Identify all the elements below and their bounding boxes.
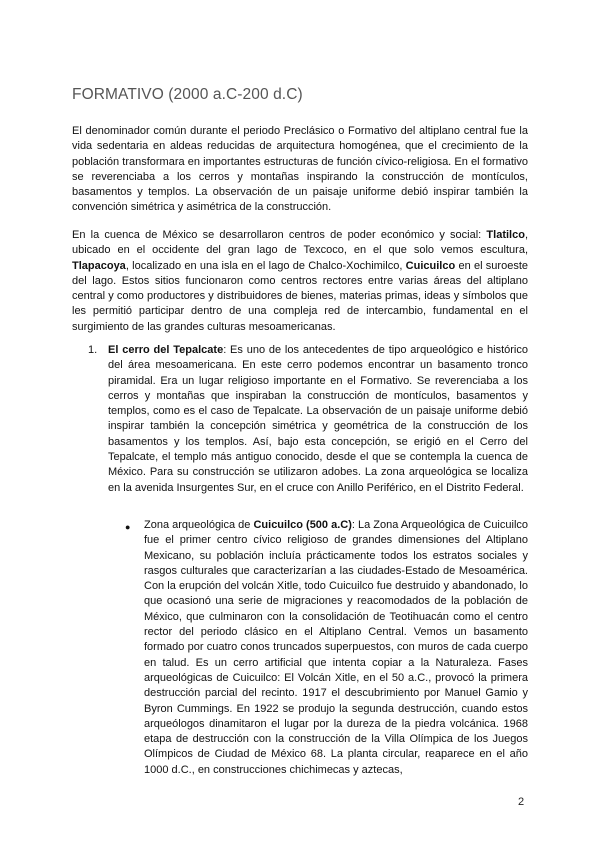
- bullet-icon: ●: [125, 522, 131, 532]
- paragraph-text: , localizado en una isla en el lago de Chalco-Xochimilco,: [125, 259, 406, 272]
- list-number: 1.: [88, 344, 98, 356]
- paragraph-text: , ubicado en el occidente del gran lago de Texcoco, en el que solo vemos escultura,: [72, 229, 528, 257]
- list-item-text: : Es uno de los antecedentes de tipo arqueológico e histórico del área mesoamericana. En este cerro podemos encontrar un basamento tronco piramidal. Era un lugar religioso importante en el Formativo. Se reverenciaba a los cerros y montañas que inspiraban la construcción de montículos, basamentos y templos, como es el caso de Tepalcate. La observación de un paisaje uniforme debió inspirar también la concepción simétrica y geométrica de la construcción de los basamentos y los templos. Así, bajo esta concepción, se erigió en el Cerro del Tepalcate, el templo más antiguo conocido, desde el que se contempla la cuenca de México. Para su construcción se utilizaron adobes. La zona arqueológica se localiza en la avenida Insurgentes Sur, en el cruce con Anillo Periférico, en el Distrito Federal.: [108, 344, 528, 494]
- bullet-item-lead: Zona arqueológica de: [144, 519, 254, 531]
- section-title: FORMATIVO (2000 a.C-200 d.C): [72, 86, 303, 103]
- site-name-tlapacoya: Tlapacoya: [72, 259, 126, 272]
- bullet-item-cuicuilco: [144, 518, 528, 778]
- paragraph-text: en el suroeste del lago. Estos sitios funcionaron como centros rectores entre varias áreas del altiplano central y como productores y distribuidores de bienes, materias primas, ideas y símbolos que les permitió participar dentro de una compleja red de intercambio, fundamental en el surgimiento de las grandes culturas mesoamericanas.: [72, 259, 528, 333]
- paragraph-text: En la cuenca de México se desarrollaron centros de poder económico y social:: [72, 229, 487, 241]
- site-name-tlatilco: Tlatilco: [486, 229, 525, 241]
- bullet-item-text: : La Zona Arqueológica de Cuicuilco fue el primer centro cívico religioso de grandes dimensiones del Altiplano Mexicano, su población incluía prácticamente todos los estratos sociales y rasgos culturales que caracterizarían a las ciudades-Estado de Mesoamérica. Con la erupción del volcán Xitle, todo Cuicuilco fue destruido y abandonado, lo que ocasionó una serie de migraciones y reacomodados de la población de México, que culminaron con la consolidación de Teotihuacán como el centro rector del periodo clásico en el Altiplano Central. Vemos un basamento formado por cuatro conos truncados superpuestos, con muros de cada cuerpo en talud. Es un cerro artificial que intenta copiar a la Naturaleza. Fases arqueológicas de Cuicuilco: El Volcán Xitle, en el 50 a.C., provocó la primera destrucción parcial del recinto. 1917 el descubrimiento por Manuel Gamio y Byron Cummings. En 1922 se produjo la segunda destrucción, cuando estos arqueólogos dinamitaron el lugar por la dureza de la piedra volcánica. 1968 etapa de destrucción con la construcción de la Villa Olímpica de los Juegos Olímpicos de Ciudad de México 68. La planta circular, reaparece en el año 1000 d.C., en construcciones chichimecas y aztecas,: [144, 519, 529, 776]
- paragraph-cuenca-de-mexico: [72, 228, 528, 335]
- list-item-tepalcate: [108, 343, 528, 496]
- page-number: 2: [518, 796, 525, 808]
- site-name-cuicuilco: Cuicuilco: [405, 259, 456, 272]
- bullet-item-heading: Cuicuilco (500 a.C): [253, 519, 352, 531]
- paragraph-formativo-intro: El denominador común durante el periodo Preclásico o Formativo del altiplano central fue la vida sedentaria en aldeas reducidas de arquitectura homogénea, que el crecimiento de la población transformara en importantes estructuras de función cívico-religiosa. En el formativo se reverenciaba a los cerros y montañas inspirando la construcción de montículos, basamentos y templos. La observación de un paisaje uniforme debió inspirar también la convención simétrica y asimétrica de la construcción.: [72, 125, 528, 214]
- list-item-heading: El cerro del Tepalcate: [108, 344, 224, 356]
